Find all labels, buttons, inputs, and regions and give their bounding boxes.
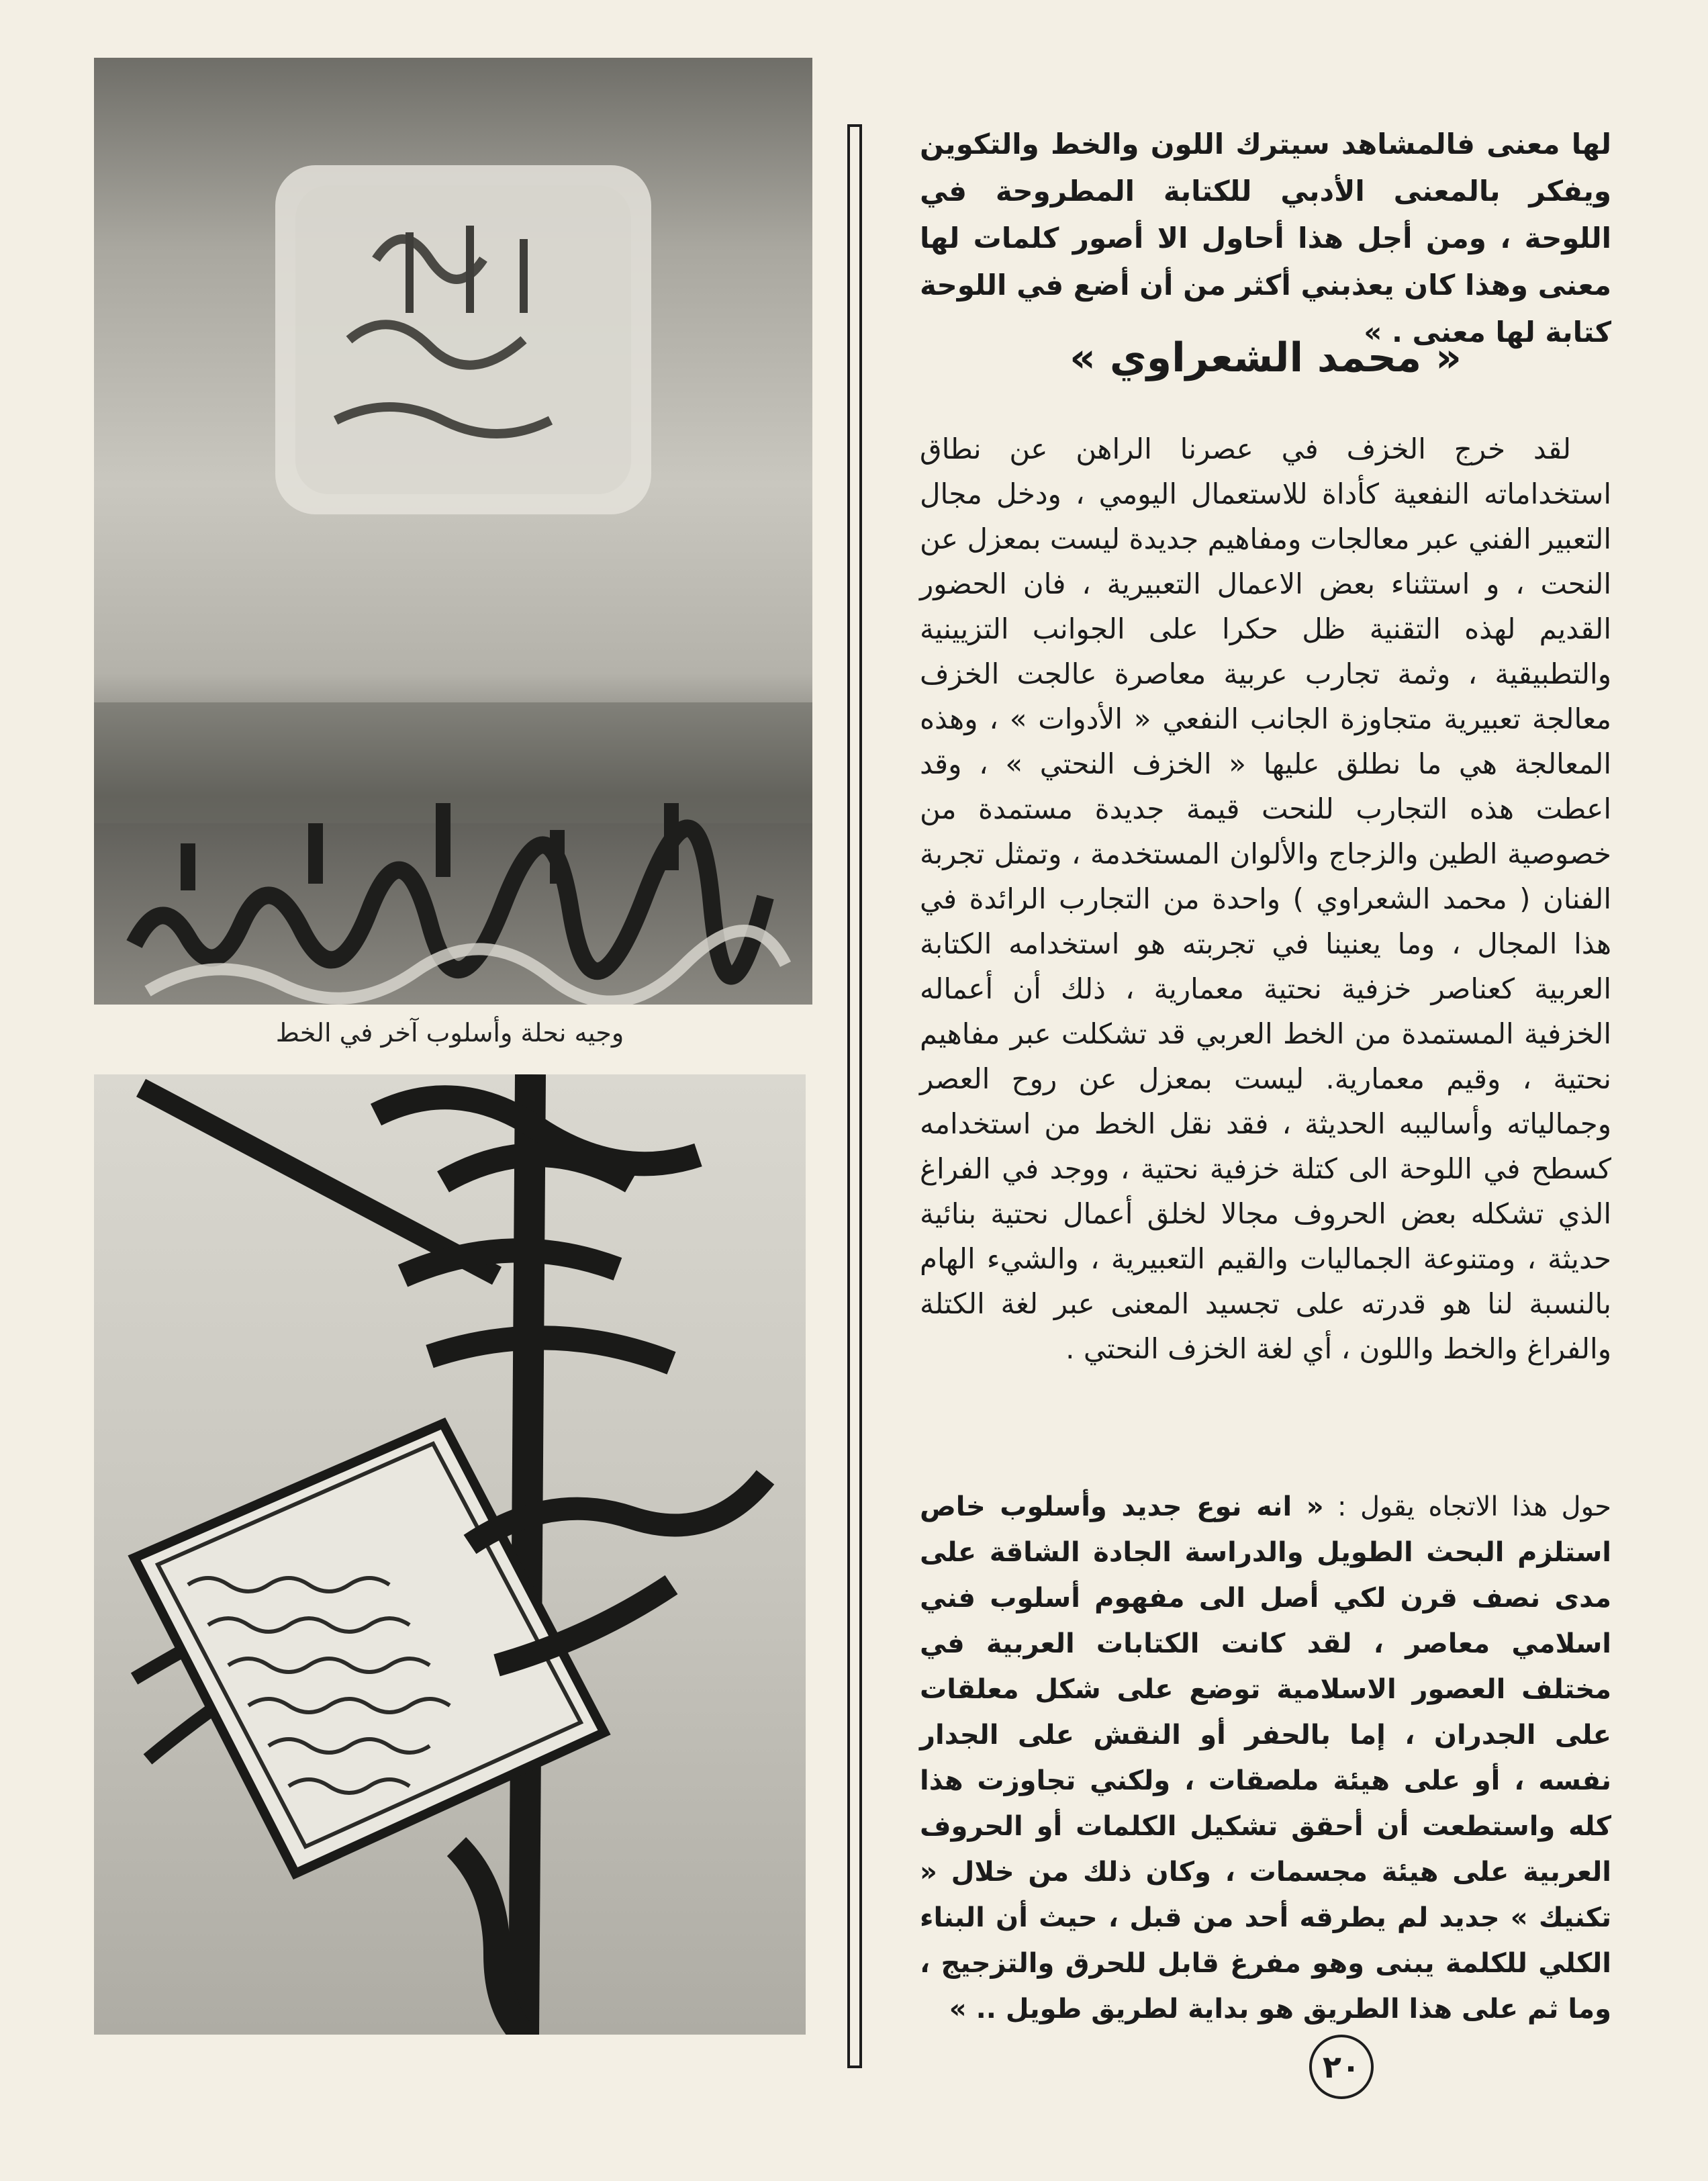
calligraphy-composition-image (94, 1074, 806, 2035)
page-number: ٢٠ (1309, 2035, 1374, 2099)
quote-text: « انه نوع جديد وأسلوب خاص استلزم البحث الطويل والدراسة الجادة الشاقة على مدى نصف قرن لكي أصل الى مفهوم أسلوب فني اسلامي معاصر ، لقد كانت الكتابات العربية في مختلف العصور الاسلامية توضع على شكل معلقات على الجدران ، إما بالحفر أو النقش على الجدار نفسه ، أو على هيئة ملصقات ، ولكني تجاوزت هذا كله واستطعت أن أحقق تشكيل الكلمات أو الحروف العربية على هيئة مجسمات ، وكان ذلك من خلال « تكنيك » جديد لم يطرقه أحد من قبل ، حيث أن البناء الكلي للكلمة يبنى وهو مفرغ قابل للحرق والتزجيج ، وما ثم على هذا الطريق هو بداية لطريق طويل .. » (920, 1491, 1611, 2025)
article-body (920, 426, 1611, 1371)
article-heading: « محمد الشعراوي » (1070, 334, 1462, 381)
quote-paragraph (920, 1484, 1611, 2032)
column-divider (847, 124, 862, 2068)
quote-lead: حول هذا الاتجاه يقول : (1323, 1491, 1611, 1522)
calligraphy-painting-photo (94, 58, 812, 1005)
intro-paragraph: لها معنى فالمشاهد سيترك اللون والخط والتكوين ويفكر بالمعنى الأدبي للكتابة المطروحة في اللوحة ، ومن أجل هذا أحاول الا أصور كلمات لها معنى وهذا كان يعذبني أكثر من أن أضع في اللوحة كتابة لها معنى . » (920, 128, 1611, 349)
body-paragraph: لقد خرج الخزف في عصرنا الراهن عن نطاق استخداماته النفعية كأداة للاستعمال اليومي ، ودخل مجال التعبير الفني عبر معالجات ومفاهيم جديدة ليست بمعزل عن النحت ، و استثناء بعض الاعمال التعبيرية ، فان الحضور القديم لهذه التقنية ظل حكرا على الجوانب التزيينية والتطبيقية ، وثمة تجارب عربية معاصرة عالجت الخزف معالجة تعبيرية متجاوزة الجانب النفعي « الأدوات » ، وهذه المعالجة هي ما نطلق عليها « الخزف النحتي » ، وقد اعطت هذه التجارب للنحت قيمة جديدة مستمدة من خصوصية الطين والزجاج والألوان المستخدمة ، وتمثل تجربة الفنان ( محمد الشعراوي ) واحدة من التجارب الرائدة في هذا المجال ، وما يعنينا في تجربته هو استخدامه الكتابة العربية كعناصر خزفية نحتية معمارية ، ذلك أن أعماله الخزفية المستمدة من الخط العربي قد تشكلت عبر مفاهيم نحتية ، وقيم معمارية. ليست بمعزل عن روح العصر وجمالياته وأساليبه الحديثة ، فقد نقل الخط من استخدامه كسطح في اللوحة الى كتلة خزفية نحتية ، ووجد في الفراغ الذي تشكله بعض الحروف مجالا لخلق أعمال نحتية بنائية حديثة ، ومتنوعة الجماليات والقيم التعبيرية ، والشيء الهام بالنسبة لنا هو قدرته على تجسيد المعنى عبر لغة الكتلة والفراغ والخط واللون ، أي لغة الخزف النحتي . (920, 432, 1611, 1365)
calligraphy-painting-image (94, 58, 812, 1005)
photo-caption: وجيه نحلة وأسلوب آخر في الخط (275, 1018, 624, 1048)
calligraphy-composition-photo (94, 1074, 806, 2035)
